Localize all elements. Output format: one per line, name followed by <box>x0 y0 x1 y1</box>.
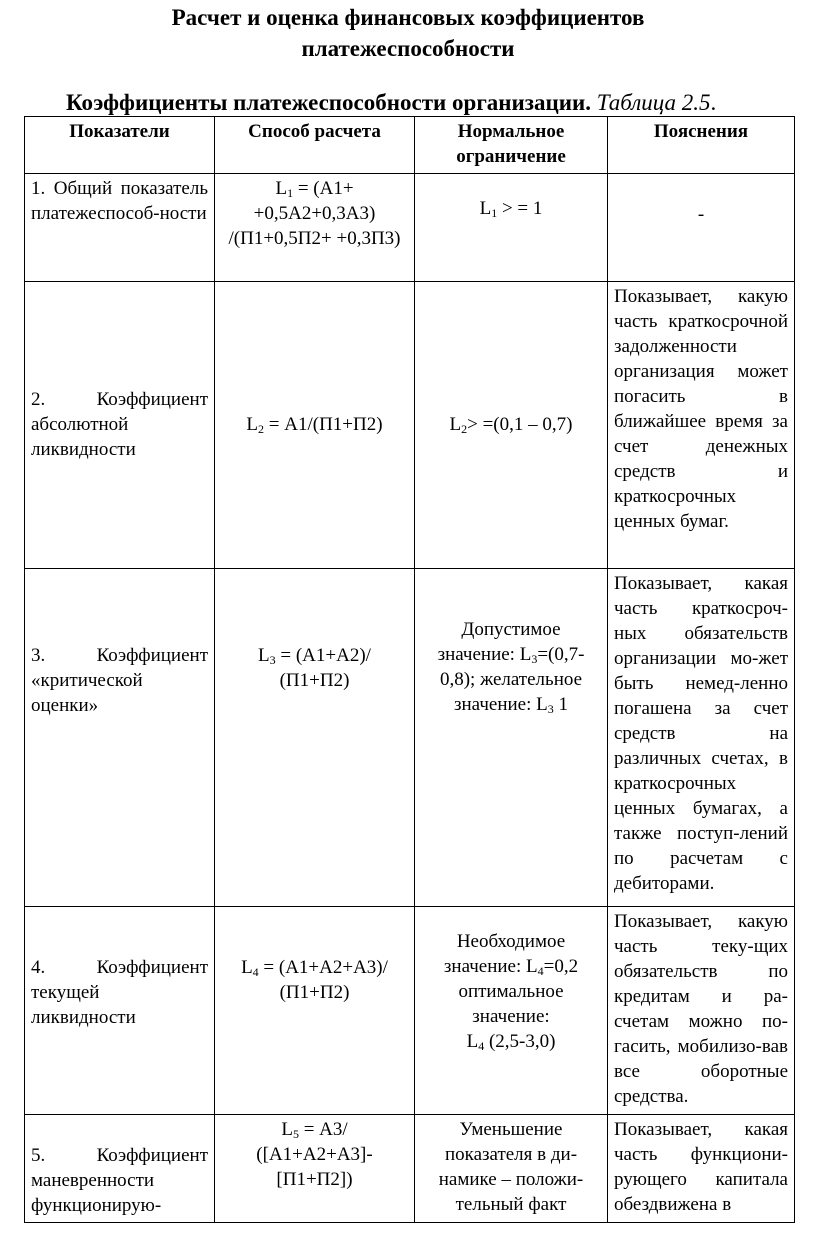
norm-subscript-2: 3 <box>547 702 554 716</box>
table-row <box>25 282 795 569</box>
table-header-row <box>25 117 795 174</box>
formula-symbol: L <box>241 957 253 978</box>
table-row <box>25 569 795 907</box>
table-row <box>25 174 795 282</box>
formula-cell <box>215 569 415 907</box>
norm-subscript: 1 <box>491 206 498 220</box>
norm-subscript: 2 <box>461 421 468 436</box>
caption-table-number: Таблица 2.5 <box>596 90 711 115</box>
norm-symbol: L <box>449 413 462 435</box>
formula-subscript: 1 <box>287 186 294 200</box>
formula-symbol: L <box>281 1119 293 1140</box>
norm-subscript: 4 <box>537 964 544 978</box>
formula-text: = А3/ ([А1+А2+А3]-[П1+П2]) <box>256 1119 373 1190</box>
formula-subscript: 2 <box>258 421 265 436</box>
indicator-cell: 5. Коэффициент маневренности функционирую- <box>25 1115 215 1223</box>
document-title <box>0 2 816 64</box>
norm-cell <box>415 282 608 569</box>
solvency-ratios-table <box>24 116 795 1223</box>
explanation-cell: Показывает, какую часть краткосрочной задолженности организация может погасить в ближайшее время за счет денежных средств и краткосрочных ценных бумаг. <box>608 282 795 569</box>
norm-text: =(0,7-0,8); желательное значение: <box>439 644 585 715</box>
explanation-cell: Показывает, какую часть теку-щих обязательств по кредитам и ра-счетам можно по-гасить, мобилизо-вав все оборотные средства. <box>608 907 795 1115</box>
formula-text: = (А1+А2)/ (П1+П2) <box>275 645 371 691</box>
formula-subscript: 3 <box>269 653 276 667</box>
norm-cell <box>415 907 608 1115</box>
formula-cell <box>215 907 415 1115</box>
header-indicators: Показатели <box>25 117 215 174</box>
formula-cell <box>215 282 415 569</box>
norm-text-2: 1 <box>553 694 568 715</box>
table-caption <box>66 88 716 118</box>
header-calculation: Способ расчета <box>215 117 415 174</box>
formula-symbol: L <box>246 413 259 435</box>
norm-subscript: 3 <box>531 652 538 666</box>
formula-symbol: L <box>258 645 270 666</box>
formula-cell <box>215 1115 415 1223</box>
indicator-cell: 2. Коэффициент абсолютной ликвидности <box>25 282 215 569</box>
table-row <box>25 907 795 1115</box>
explanation-cell: - <box>608 174 795 282</box>
formula-text: = (А1+ +0,5А2+0,3А3) /(П1+0,5П2+ +0,3П3) <box>228 178 401 249</box>
norm-cell <box>415 569 608 907</box>
header-normal-limit: Нормальное ограничение <box>415 117 608 174</box>
norm-cell <box>415 174 608 282</box>
norm-symbol: L <box>479 198 492 219</box>
indicator-cell: 1. Общий показатель платежеспособ-ности <box>25 174 215 282</box>
indicator-cell: 3. Коэффициент «критической оценки» <box>25 569 215 907</box>
formula-text: = А1/(П1+П2) <box>264 413 383 435</box>
norm-text-2: (2,5-3,0) <box>484 1031 556 1052</box>
formula-text: = (А1+А2+А3)/ (П1+П2) <box>258 957 388 1003</box>
caption-end: . <box>710 90 717 115</box>
norm-cell: Уменьшение показателя в ди-намике – положи-тельный факт <box>415 1115 608 1223</box>
caption-bold: Коэффициенты платежеспособности организации. <box>66 90 592 115</box>
norm-subscript-2: 4 <box>478 1039 485 1053</box>
norm-text: =0,2 оптимальное значение: <box>458 956 579 1027</box>
norm-prefix: Допустимое значение: <box>437 619 561 665</box>
indicator-cell: 4. Коэффициент текущей ликвидности <box>25 907 215 1115</box>
header-explanations: Пояснения <box>608 117 795 174</box>
formula-cell <box>215 174 415 282</box>
formula-subscript: 4 <box>252 965 259 979</box>
norm-symbol-2: L <box>466 1031 479 1052</box>
norm-symbol: L <box>526 956 538 977</box>
norm-text: > =(0,1 – 0,7) <box>467 413 573 435</box>
title-line-1: Расчет и оценка финансовых коэффициентов <box>171 5 645 30</box>
norm-text: > = 1 <box>497 198 543 219</box>
title-line-2: платежеспособности <box>301 36 515 61</box>
norm-prefix: Необходимое значение: <box>443 931 566 977</box>
formula-symbol: L <box>275 178 288 199</box>
norm-symbol: L <box>519 644 532 665</box>
explanation-cell: Показывает, какая часть краткосроч-ных обязательств организации мо-жет быть немед-ленно погашена за счет средств на различных счетах, в краткосрочных ценных бумагах, а также поступ-лений по расчетам с дебиторами. <box>608 569 795 907</box>
explanation-cell: Показывает, какая часть функциони-рующего капитала обездвижена в <box>608 1115 795 1223</box>
norm-symbol-2: L <box>536 694 548 715</box>
formula-subscript: 5 <box>292 1127 299 1141</box>
table-row <box>25 1115 795 1223</box>
